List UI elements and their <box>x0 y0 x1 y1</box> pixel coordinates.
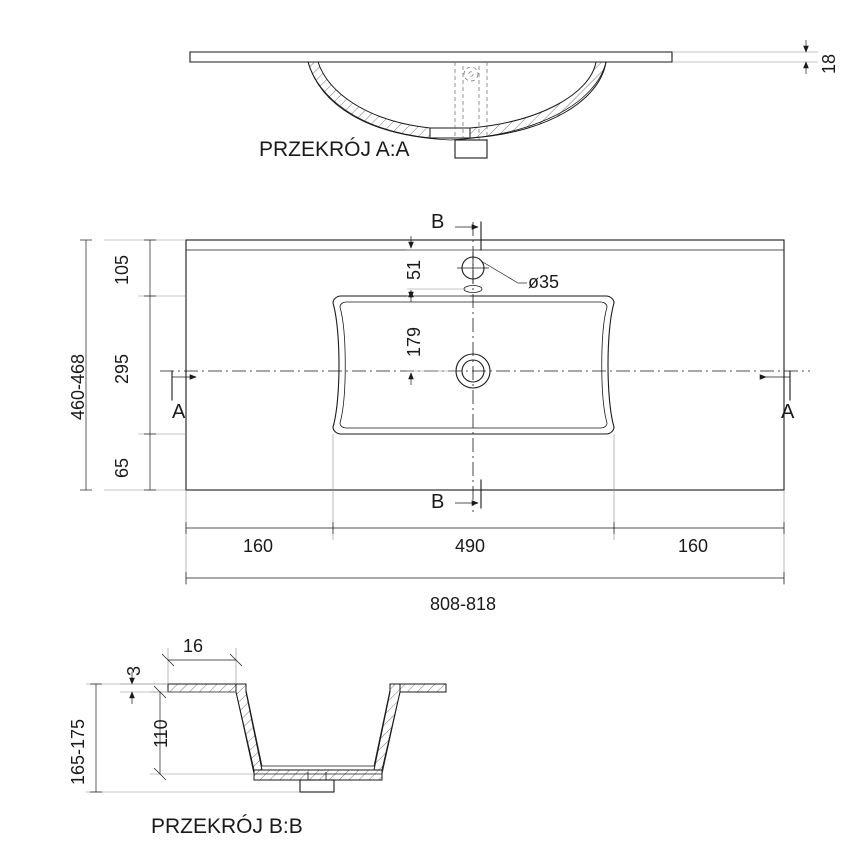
dim-tap-hole-offset-51: 51 <box>404 259 424 280</box>
caption-section-aa: PRZEKRÓJ A:A <box>259 138 410 161</box>
dim-total-depth-460-468: 460-468 <box>68 353 88 420</box>
dim-bowl-width-490: 490 <box>455 536 486 556</box>
dim-total-height-165-175: 165-175 <box>68 718 88 785</box>
dim-top-margin-105: 105 <box>112 254 132 285</box>
section-marker-b-top: B <box>431 211 445 233</box>
dim-bottom-margin-65: 65 <box>112 457 132 478</box>
dim-bowl-inner-depth-179: 179 <box>404 326 424 357</box>
dim-bowl-height-295: 295 <box>112 353 132 384</box>
dim-thickness-18: 18 <box>819 53 839 74</box>
section-marker-a-right: A <box>781 401 795 423</box>
callout-tap-hole-diameter: ø35 <box>528 272 560 292</box>
dim-right-wing-160: 160 <box>678 536 709 556</box>
dim-total-width-808-818: 808-818 <box>430 594 497 614</box>
dim-left-wing-160: 160 <box>243 536 274 556</box>
caption-section-bb: PRZEKRÓJ B:B <box>151 815 303 838</box>
dim-bowl-depth-110: 110 <box>151 719 171 748</box>
section-marker-a-left: A <box>172 401 186 423</box>
dim-rim-width-16: 16 <box>183 636 204 656</box>
top-view-geometry <box>80 222 810 585</box>
dim-rim-thickness-3: 3 <box>124 665 144 676</box>
section-marker-b-bottom: B <box>431 491 445 513</box>
